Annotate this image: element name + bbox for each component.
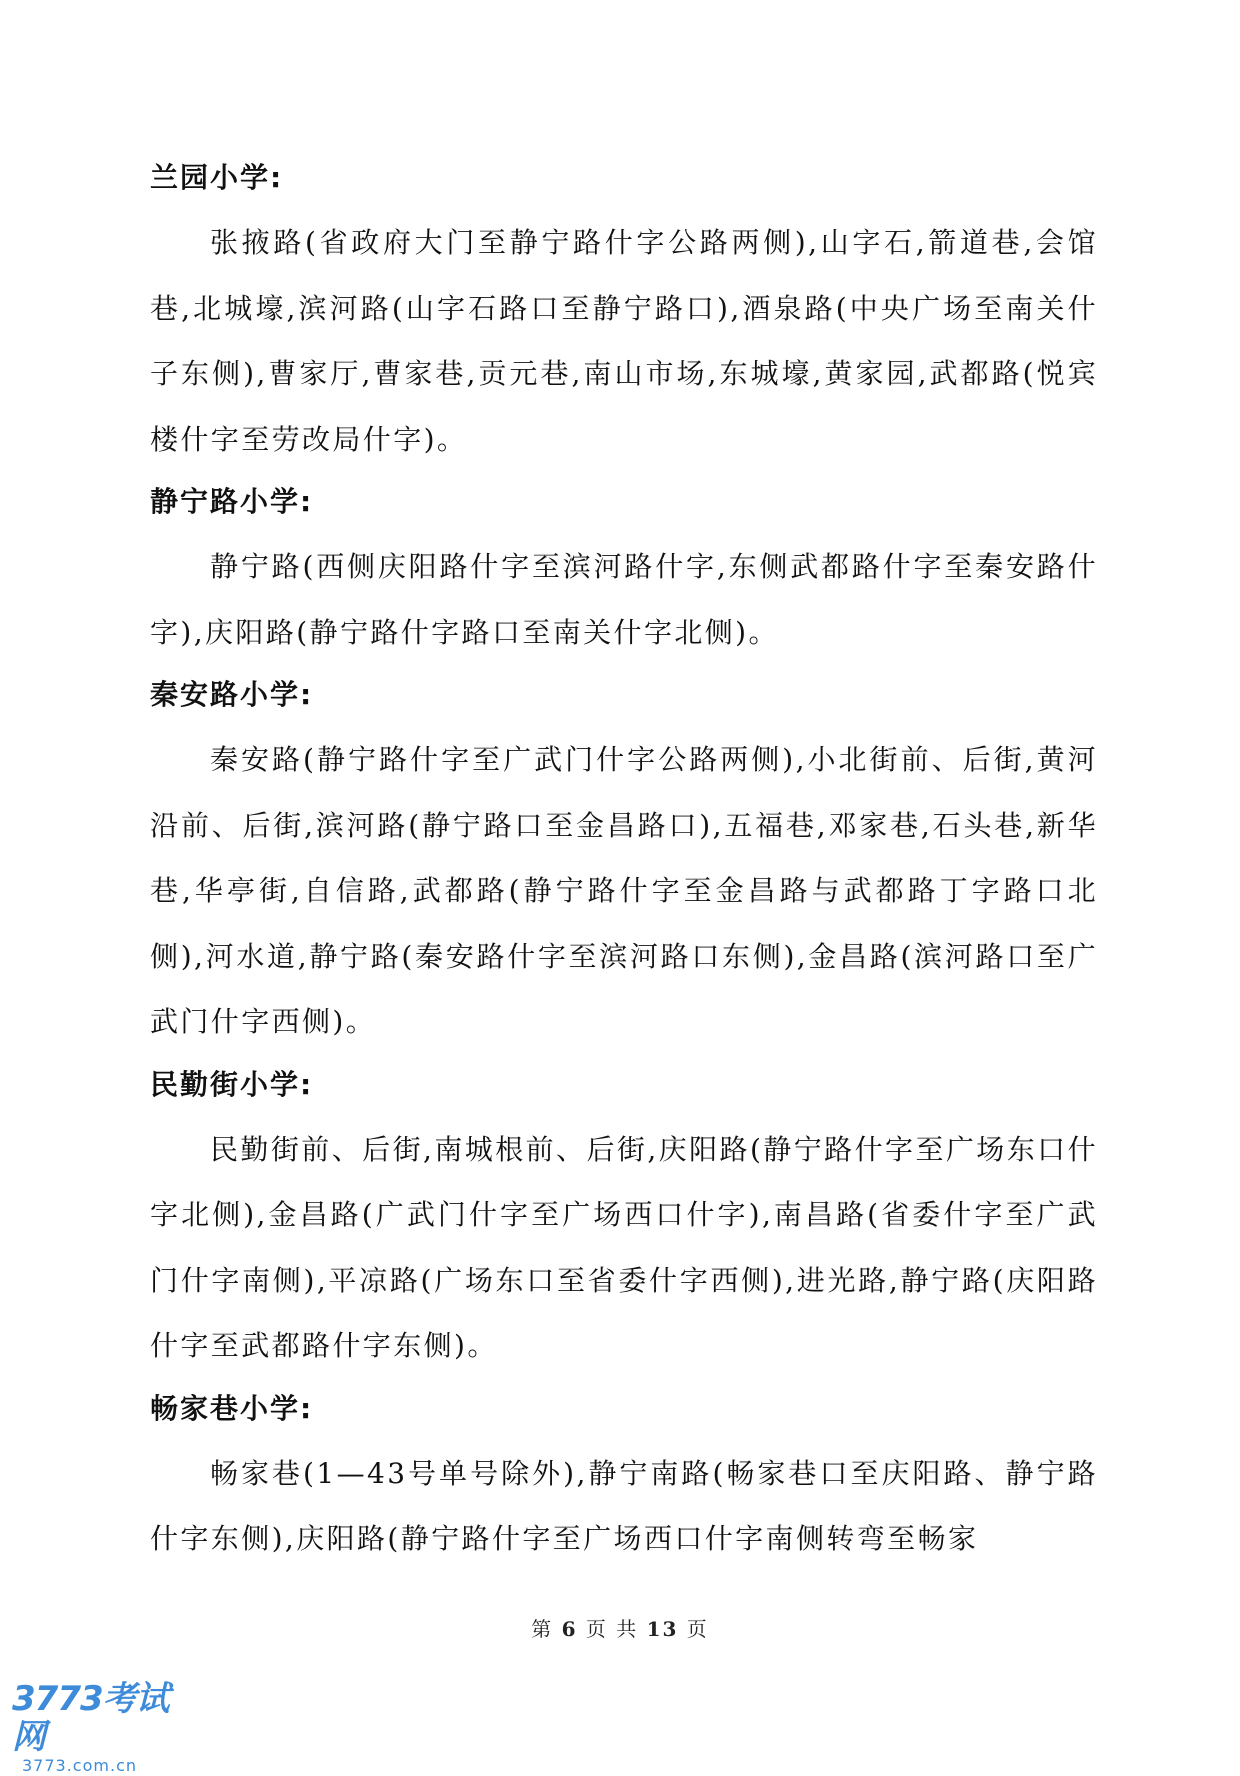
school-section-jingninglu [150,482,1098,665]
footer-suffix: 页 [686,1617,709,1641]
school-section-minqinjie [150,1065,1098,1379]
school-heading: 兰园小学: [150,161,284,194]
school-district-text: 畅家巷(1—43号单号除外),静宁南路(畅家巷口至庆阳路、静宁路什字东侧),庆阳路(静宁路什字至广场西口什字南侧转弯至畅家 [150,1456,1098,1555]
school-district-text: 静宁路(西侧庆阳路什字至滨河路什字,东侧武都路什字至秦安路什字),庆阳路(静宁路什字路口至南关什字北侧)。 [150,550,1098,649]
school-section-lanyuan [150,158,1098,472]
school-district-text: 民勤街前、后街,南城根前、后街,庆阳路(静宁路什字至广场东口什字北侧),金昌路(广武门什字至广场西口什字),南昌路(省委什字至广武门什字南侧),平凉路(广场东口至省委什字西侧),进光路,静宁路(庆阳路什字至武都路什字东侧)。 [150,1132,1098,1362]
school-district-text: 张掖路(省政府大门至静宁路什字公路两侧),山字石,箭道巷,会馆巷,北城壕,滨河路(山字石路口至静宁路口),酒泉路(中央广场至南关什子东侧),曹家厅,曹家巷,贡元巷,南山市场,东城壕,黄家园,武都路(悦宾楼什字至劳改局什字)。 [150,226,1098,456]
school-heading: 民勤街小学: [150,1067,314,1101]
school-heading: 静宁路小学: [150,485,314,518]
footer-page-number: 6 [561,1617,578,1641]
document-content [150,158,1098,1582]
school-section-qinanlu [150,675,1098,1055]
school-heading: 畅家巷小学: [150,1391,314,1425]
footer-total-pages: 13 [646,1617,679,1641]
site-watermark-logo [12,1679,182,1775]
school-section-changjiaxiang [150,1389,1098,1572]
watermark-url: 3773.com.cn [22,1756,137,1775]
page-footer [0,1613,1240,1642]
footer-prefix: 第 [531,1617,554,1641]
school-heading: 秦安路小学: [150,678,314,711]
watermark-logo-text: 3773考试网 [12,1679,169,1757]
footer-middle: 页 共 [585,1617,639,1641]
school-district-text: 秦安路(静宁路什字至广武门什字公路两侧),小北街前、后街,黄河沿前、后街,滨河路(静宁路口至金昌路口),五福巷,邓家巷,石头巷,新华巷,华亭街,自信路,武都路(静宁路什字至金昌路与武都路丁字路口北侧),河水道,静宁路(秦安路什字至滨河路口东侧),金昌路(滨河路口至广武门什字西侧)。 [150,743,1098,1038]
